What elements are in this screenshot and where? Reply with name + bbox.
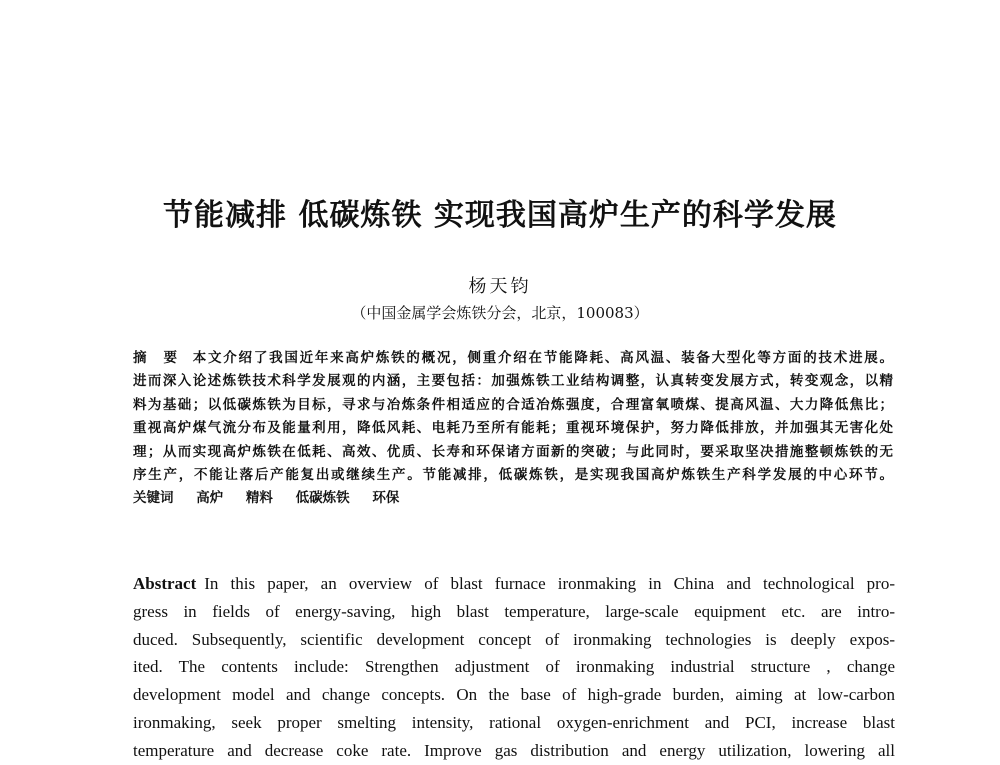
abstract-en-line: ironmaking, seek proper smelting intensity, rational oxygen-enrichment and PCI, increase blast: [133, 712, 895, 732]
abstract-en-line: Abstract In this paper, an overview of blast furnace ironmaking in China and technological pro-: [133, 574, 895, 593]
abstract-en-line: temperature and decrease coke rate. Improve gas distribution and energy utilization, lowering all: [133, 740, 895, 760]
keyword: 高炉: [196, 490, 224, 507]
affiliation: （中国金属学会炼铁分会，北京，100083）: [351, 304, 649, 322]
keywords-label: 关键词: [133, 490, 174, 507]
keyword: 低碳炼铁: [295, 490, 350, 507]
keyword: 精料: [245, 490, 273, 507]
paper-title: 节能减排 低碳炼铁 实现我国高炉生产的科学发展: [163, 198, 837, 233]
abstract-cn-line: 理；从而实现高炉炼铁在低耗、高效、优质、长寿和环保诸方面新的突破；与此同时，要采取坚决措施整顿炼铁的无: [133, 443, 893, 460]
author: 杨天钧: [468, 276, 532, 297]
abstract-en-line: duced. Subsequently, scientific development concept of ironmaking technologies is deeply expos-: [133, 629, 895, 649]
abstract-cn-line: 进而深入论述炼铁技术科学发展观的内涵，主要包括：加强炼铁工业结构调整，认真转变发展方式，转变观念，以精: [133, 373, 893, 390]
abstract-en-line: ited. The contents include: Strengthen adjustment of ironmaking industrial structure , change: [133, 657, 895, 677]
abstract-english: [133, 570, 895, 765]
abstract-en-label: Abstract: [133, 574, 197, 593]
abstract-en-line: gress in fields of energy-saving, high blast temperature, large-scale equipment etc. are intro-: [133, 601, 895, 621]
abstract-chinese: [133, 347, 893, 511]
abstract-cn-line: 序生产，不能让落后产能复出或继续生产。节能减排，低碳炼铁，是实现我国高炉炼铁生产科学发展的中心环节。: [133, 467, 893, 484]
abstract-en-line: development model and change concepts. On the base of high-grade burden, aiming at low-carbon: [133, 685, 895, 705]
keyword: 环保: [372, 490, 400, 507]
abstract-cn-line: 摘 要 本文介绍了我国近年来高炉炼铁的概况，侧重介绍在节能降耗、高风温、装备大型化等方面的技术进展。: [133, 350, 893, 366]
abstract-cn-line: 重视高炉煤气流分布及能量利用，降低风耗、电耗乃至所有能耗；重视环境保护，努力降低排放，并加强其无害化处: [133, 420, 893, 437]
keywords-cn: [133, 487, 893, 510]
abstract-cn-label: 摘 要: [133, 350, 179, 366]
abstract-cn-line: 料为基础；以低碳炼铁为目标，寻求与冶炼条件相适应的合适冶炼强度，合理富氧喷煤、提高风温、大力降低焦比；: [133, 396, 893, 413]
